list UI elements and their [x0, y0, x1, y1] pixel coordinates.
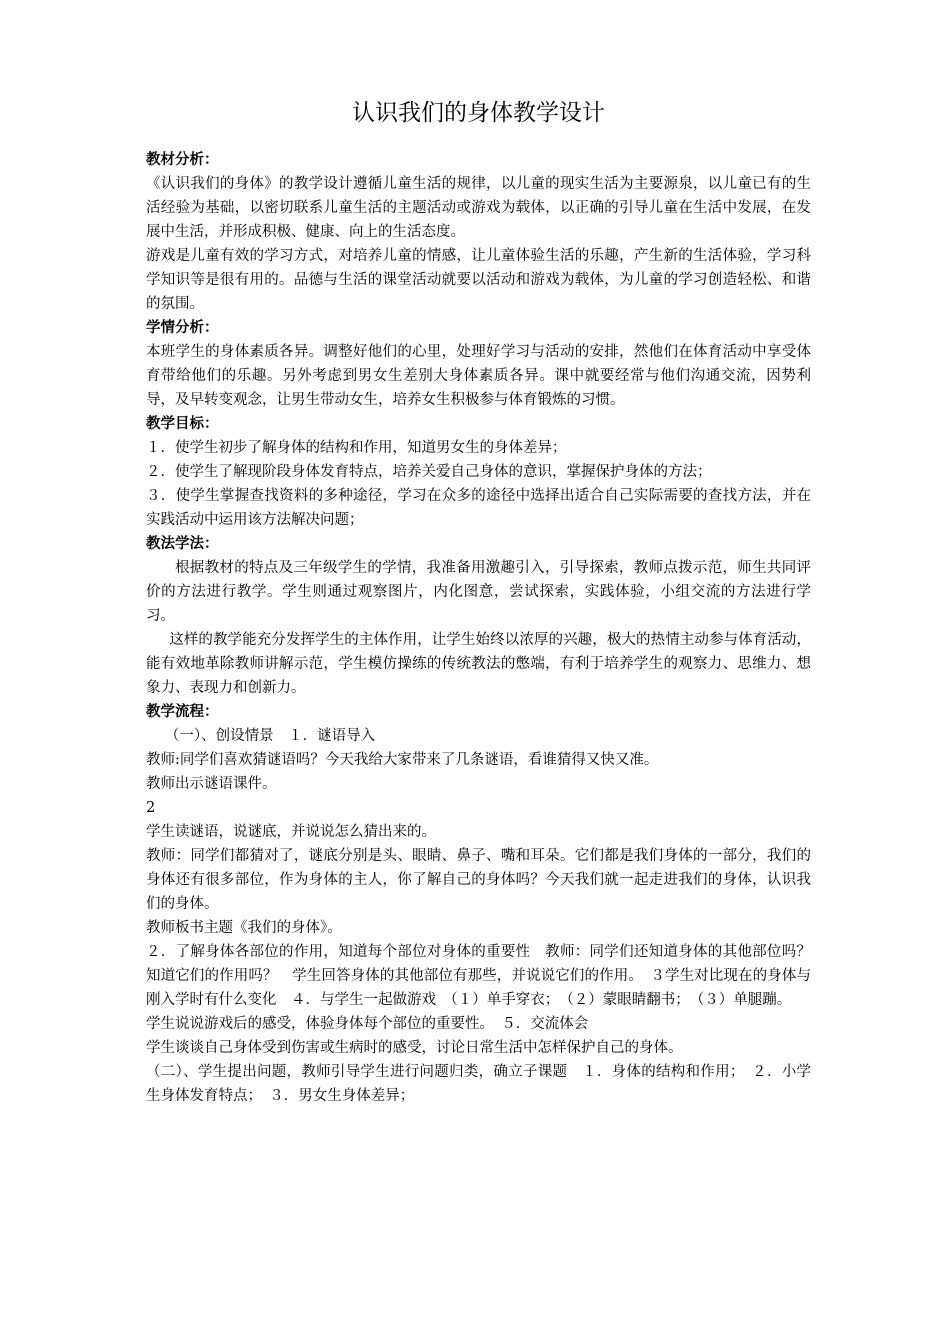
section-heading-methods: 教法学法： — [146, 536, 219, 552]
section-heading-students: 学情分析： — [146, 320, 219, 336]
document-title: 认识我们的身体教学设计 — [352, 100, 605, 126]
paragraph: 本班学生的身体素质各异。调整好他们的心里，处理好学习与活动的安排，然他们在体育活动中享受体育带给他们的乐趣。另外考虑到男女生差别大身体素质各异。课中就要经常与他们沟通交流，因势利导，及早转变观念，让男生带动女生，培养女生积极参与体育锻炼的习惯。 — [146, 344, 811, 408]
goal-item: ３．使学生掌握查找资料的多种途径，学习在众多的途径中选择出适合自己实际需要的查找方法，并在实践活动中运用该方法解决问题； — [146, 488, 811, 528]
goal-item: １．使学生初步了解身体的结构和作用，知道男女生的身体差异； — [146, 440, 567, 456]
paragraph: 游戏是儿童有效的学习方式，对培养儿童的情感，让儿童体验生活的乐趣，产生新的生活体验，学习科学知识等是很有用的。品德与生活的课堂活动就要以活动和游戏为载体，为儿童的学习创造轻松、和谐的氛围。 — [146, 248, 811, 312]
paragraph: ２．了解身体各部位的作用，知道每个部位对身体的重要性 教师：同学们还知道身体的其他部位吗？知道它们的作用吗？ 学生回答身体的其他部位有那些，并说说它们的作用。 ３学生对比现在的身体与刚入学时有什么变化 ４．与学生一起做游戏 （１）单手穿衣； （２）蒙眼睛翻书； （３）单腿蹦。 — [146, 944, 811, 1008]
paragraph: 根据教材的特点及三年级学生的学情，我准备用激趣引入，引导探索，教师点拨示范，师生共同评价的方法进行教学。学生则通过观察图片，内化图意，尝试探索，实践体验，小组交流的方法进行学习。 — [146, 560, 811, 624]
paragraph: 《认识我们的身体》的教学设计遵循儿童生活的规律，以儿童的现实生活为主要源泉，以儿童已有的生活经验为基础，以密切联系儿童生活的主题活动或游戏为载体，以正确的引导儿童在生活中发展，在发展中生活，并形成积极、健康、向上的生活态度。 — [146, 176, 811, 240]
paragraph: 教师：同学们都猜对了，谜底分别是头、眼睛、鼻子、嘴和耳朵。它们都是我们身体的一部分，我们的身体还有很多部位，作为身体的主人，你了解自己的身体吗？今天我们就一起走进我们的身体，认识我们的身体。 — [146, 848, 811, 912]
section-heading-process: 教学流程： — [146, 704, 219, 720]
paragraph: 2 — [146, 800, 156, 816]
section-heading-material: 教材分析： — [146, 152, 219, 168]
paragraph: 学生说说游戏后的感受，体验身体每个部位的重要性。 ５．交流体会 — [146, 1016, 589, 1032]
paragraph: 教师:同学们喜欢猜谜语吗？今天我给大家带来了几条谜语，看谁猜得又快又准。 — [146, 752, 659, 768]
paragraph: 教师出示谜语课件。 — [146, 776, 277, 792]
paragraph: 教师板书主题《我们的身体》。 — [146, 920, 342, 936]
goal-item: ２．使学生了解现阶段身体发育特点，培养关爱自己身体的意识，掌握保护身体的方法； — [146, 464, 712, 480]
paragraph: （二）、学生提出问题，教师引导学生进行问题归类，确立子课题 １．身体的结构和作用； ２．小学生身体发育特点； ３．男女生身体差异； — [146, 1064, 811, 1104]
paragraph: 这样的教学能充分发挥学生的主体作用，让学生始终以浓厚的兴趣，极大的热情主动参与体育活动，能有效地革除教师讲解示范，学生模仿操练的传统教法的憋端，有利于培养学生的观察力、思维力、想象力、表现力和创新力。 — [146, 632, 811, 696]
process-step-title: （一）、创设情景 １．谜语导入 — [164, 728, 376, 744]
section-heading-goals: 教学目标： — [146, 416, 219, 432]
paragraph: 学生谈谈自己身体受到伤害或生病时的感受，讨论日常生活中怎样保护自己的身体。 — [146, 1040, 683, 1056]
paragraph: 学生读谜语，说谜底，并说说怎么猜出来的。 — [146, 824, 436, 840]
document-page — [146, 96, 811, 1108]
